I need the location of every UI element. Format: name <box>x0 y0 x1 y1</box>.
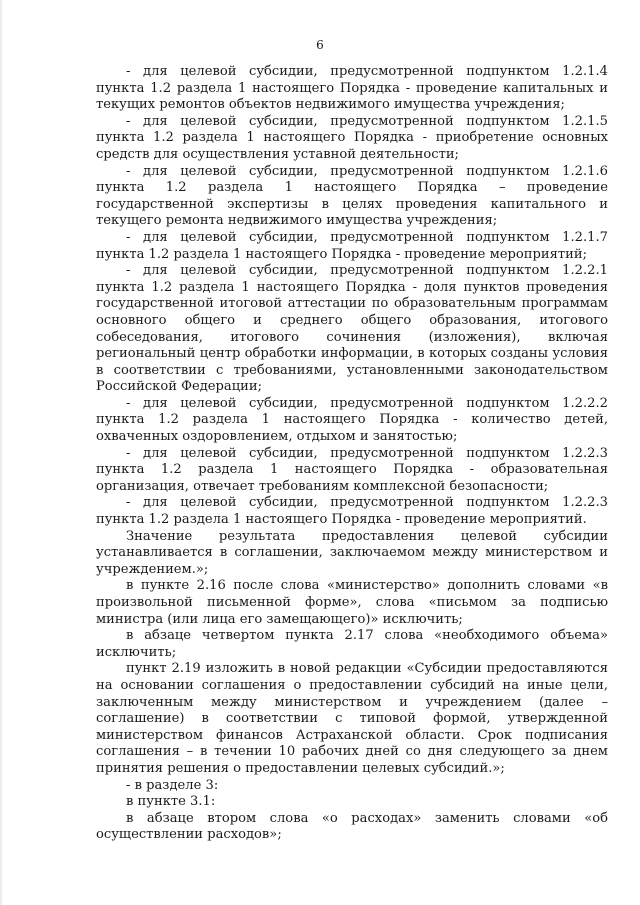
paragraph: - для целевой субсидии, предусмотренной подпунктом 1.2.2.3 пункта 1.2 раздела 1 настоящего Порядка - образовательная организация, отвечает требованиям комплексной безопасности; <box>96 445 608 494</box>
paragraph: Значение результата предоставления целевой субсидии устанавливается в соглашении, заключаемом между министерством и учреждением.»; <box>96 528 608 577</box>
paragraph: - для целевой субсидии, предусмотренной подпунктом 1.2.2.2 пункта 1.2 раздела 1 настоящего Порядка - количество детей, охваченных оздоровлением, отдыхом и занятостью; <box>96 395 608 445</box>
paragraph: - для целевой субсидии, предусмотренной подпунктом 1.2.2.1 пункта 1.2 раздела 1 настоящего Порядка - доля пунктов проведения государственной итоговой аттестации по образовательным программам основного общего и среднего общего образования, итогового собеседования, итогового сочинения (изложения), включая региональный центр обработки информации, в которых созданы условия в соответствии с требованиями, установленными законодательством Российской Федерации; <box>96 263 608 395</box>
paragraph: - для целевой субсидии, предусмотренной подпунктом 1.2.1.5 пункта 1.2 раздела 1 настоящего Порядка - приобретение основных средств для осуществления уставной деятельности; <box>96 113 608 162</box>
paragraph: пункт 2.19 изложить в новой редакции «Субсидии предоставляются на основании соглашения о предоставлении субсидий на иные цели, заключенным между министерством и учреждением (далее – соглашение) в соответствии с типовой формой, утвержденной министерством финансов Астраханской области. Срок подписания соглашения – в течении 10 рабочих дней со дня следующего за днем принятия решения о предоставлении целевых субсидий.»; <box>96 661 608 776</box>
paragraph: - для целевой субсидии, предусмотренной подпунктом 1.2.1.7 пункта 1.2 раздела 1 настоящего Порядка - проведение мероприятий; <box>96 229 608 262</box>
paragraph: в абзаце втором слова «о расходах» заменить словами «об осуществлении расходов»; <box>96 810 608 843</box>
scan-edge <box>0 0 3 905</box>
paragraph: в пункте 2.16 после слова «министерство» дополнить словами «в произвольной письменной форме», слова «письмом за подписью министра (или лица его замещающего)» исключить; <box>96 578 608 627</box>
paragraph: в абзаце четвертом пункта 2.17 слова «необходимого объема» исключить; <box>96 628 608 660</box>
paragraph: - в разделе 3: <box>126 777 219 793</box>
paragraph: в пункте 3.1: <box>126 794 216 810</box>
paragraph: - для целевой субсидии, предусмотренной подпунктом 1.2.1.6 пункта 1.2 раздела 1 настоящего Порядка – проведение государственной экспертизы в целях проведения капитального и текущего ремонта недвижимого имущества учреждения; <box>96 163 608 229</box>
paragraph: - для целевой субсидии, предусмотренной подпунктом 1.2.2.3 пункта 1.2 раздела 1 настоящего Порядка - проведение мероприятий. <box>96 495 608 528</box>
page-number: 6 <box>316 38 324 52</box>
paragraph: - для целевой субсидии, предусмотренной подпунктом 1.2.1.4 пункта 1.2 раздела 1 настоящего Порядка - проведение капитальных и текущих ремонтов объектов недвижимого имущества учреждения; <box>96 64 608 113</box>
document-body <box>96 64 608 844</box>
